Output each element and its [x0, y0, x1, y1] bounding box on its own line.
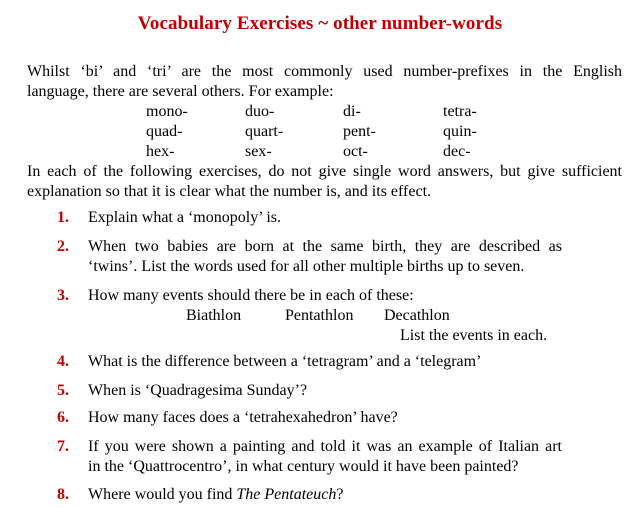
question-number: 2.	[57, 238, 69, 255]
intro-line-1: Whilst ‘bi’ and ‘tri’ are the most commonly used number-prefixes in the English	[27, 63, 622, 80]
event-name: Pentathlon	[285, 307, 354, 324]
question-number: 8.	[57, 486, 69, 503]
question-number: 4.	[57, 353, 69, 370]
intro-paragraph	[27, 62, 622, 102]
question-text-suffix: ?	[336, 486, 344, 503]
question-text	[88, 485, 343, 505]
question-text: How many events should there be in each of these:	[88, 287, 414, 304]
question-text: When two babies are born at the same birth, they are described as	[88, 238, 562, 255]
instructions-line-1: In each of the following exercises, do not give single word answers, but give sufficient	[27, 163, 622, 180]
question-text: If you were shown a painting and told it was an example of Italian art	[88, 438, 562, 455]
prefix-item: pent-	[343, 123, 376, 140]
prefix-item: sex-	[245, 143, 272, 160]
question-number: 6.	[57, 409, 69, 426]
book-title: The Pentateuch	[236, 486, 337, 503]
prefix-item: tetra-	[443, 103, 477, 120]
event-name: Biathlon	[186, 307, 242, 324]
question-number: 3.	[57, 287, 69, 304]
question-number: 7.	[57, 438, 69, 455]
instructions-paragraph	[27, 162, 622, 202]
page-title: Vocabulary Exercises ~ other number-words	[137, 13, 503, 34]
prefix-item: mono-	[146, 103, 188, 120]
question-text: How many faces does a ‘tetrahexahedron’ have?	[88, 409, 398, 426]
prefix-item: quart-	[245, 123, 284, 140]
prefix-grid	[0, 102, 640, 162]
prefix-item: quin-	[443, 123, 477, 140]
question-text: Explain what a ‘monopoly’ is.	[88, 209, 281, 226]
question-followup: List the events in each.	[400, 327, 548, 344]
prefix-item: dec-	[443, 143, 471, 160]
intro-line-2: language, there are several others. For example:	[27, 83, 334, 100]
prefix-item: hex-	[146, 143, 175, 160]
question-text: in the ‘Quattrocentro’, in what century would it have been painted?	[88, 458, 519, 475]
prefix-item: di-	[343, 103, 361, 120]
question-number: 5.	[57, 382, 69, 399]
prefix-item: duo-	[245, 103, 275, 120]
prefix-item: oct-	[343, 143, 368, 160]
question-text: ‘twins’. List the words used for all other multiple births up to seven.	[88, 258, 525, 275]
question-text: What is the difference between a ‘tetragram’ and a ‘telegram’	[88, 353, 482, 370]
event-name: Decathlon	[384, 307, 450, 324]
question-number: 1.	[57, 209, 69, 226]
instructions-line-2: explanation so that it is clear what the number is, and its effect.	[27, 183, 432, 200]
question-text: When is ‘Quadragesima Sunday’?	[88, 382, 308, 399]
question-text-prefix: Where would you find	[88, 486, 237, 503]
prefix-item: quad-	[146, 123, 183, 140]
